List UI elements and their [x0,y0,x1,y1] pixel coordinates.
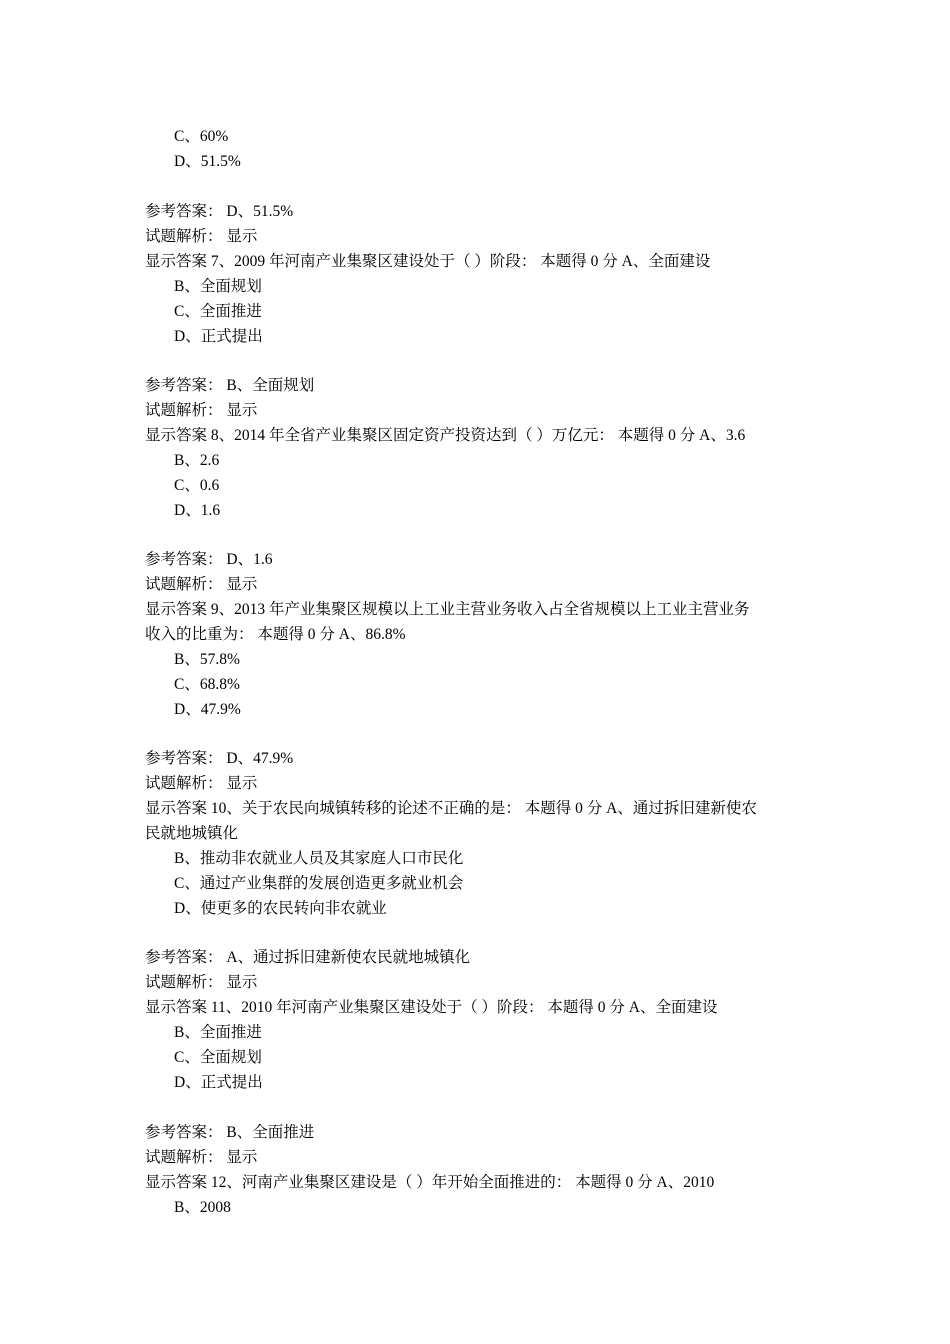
analysis-line: 试题解析： 显示 [145,576,258,593]
question-line: 显示答案 10、关于农民向城镇转移的论述不正确的是： 本题得 0 分 A、通过拆旧建新使农 [145,800,757,817]
option-line: B、全面推进 [174,1024,262,1041]
reference-answer: 参考答案： B、全面规划 [145,377,315,394]
reference-answer: 参考答案： D、47.9% [145,750,294,767]
option-line: B、推动非农就业人员及其家庭人口市民化 [174,850,464,867]
reference-answer: 参考答案： D、51.5% [145,203,294,220]
option-line: D、正式提出 [174,328,263,345]
option-line: B、2.6 [174,452,220,469]
option-line: D、正式提出 [174,1074,263,1091]
analysis-line: 试题解析： 显示 [145,974,258,991]
option-line: C、通过产业集群的发展创造更多就业机会 [174,875,464,892]
option-line: D、1.6 [174,502,221,519]
analysis-line: 试题解析： 显示 [145,1149,258,1166]
option-line: C、68.8% [174,676,240,693]
question-line-continued: 民就地城镇化 [145,825,239,842]
option-line: D、51.5% [174,153,241,170]
analysis-line: 试题解析： 显示 [145,228,258,245]
reference-answer: 参考答案： A、通过拆旧建新使农民就地城镇化 [145,949,471,966]
question-line: 显示答案 12、河南产业集聚区建设是（ ）年开始全面推进的： 本题得 0 分 A、2010 [145,1174,715,1191]
option-line: D、使更多的农民转向非农就业 [174,900,387,917]
option-line: C、全面推进 [174,303,262,320]
analysis-line: 试题解析： 显示 [145,402,258,419]
option-line: C、全面规划 [174,1049,262,1066]
question-line: 显示答案 9、2013 年产业集聚区规模以上工业主营业务收入占全省规模以上工业主营业务 [145,601,750,618]
option-line: C、60% [174,128,229,145]
question-line: 显示答案 7、2009 年河南产业集聚区建设处于（ ）阶段： 本题得 0 分 A、全面建设 [145,253,711,270]
question-line: 显示答案 11、2010 年河南产业集聚区建设处于（ ）阶段： 本题得 0 分 A、全面建设 [145,999,718,1016]
option-line: C、0.6 [174,477,220,494]
analysis-line: 试题解析： 显示 [145,775,258,792]
option-line: B、2008 [174,1199,231,1216]
reference-answer: 参考答案： D、1.6 [145,551,273,568]
option-line: D、47.9% [174,701,241,718]
option-line: B、全面规划 [174,278,262,295]
reference-answer: 参考答案： B、全面推进 [145,1124,315,1141]
option-line: B、57.8% [174,651,240,668]
question-line: 显示答案 8、2014 年全省产业集聚区固定资产投资达到（ ）万亿元： 本题得 0 分 A、3.6 [145,427,746,444]
question-line-continued: 收入的比重为： 本题得 0 分 A、86.8% [145,626,406,643]
